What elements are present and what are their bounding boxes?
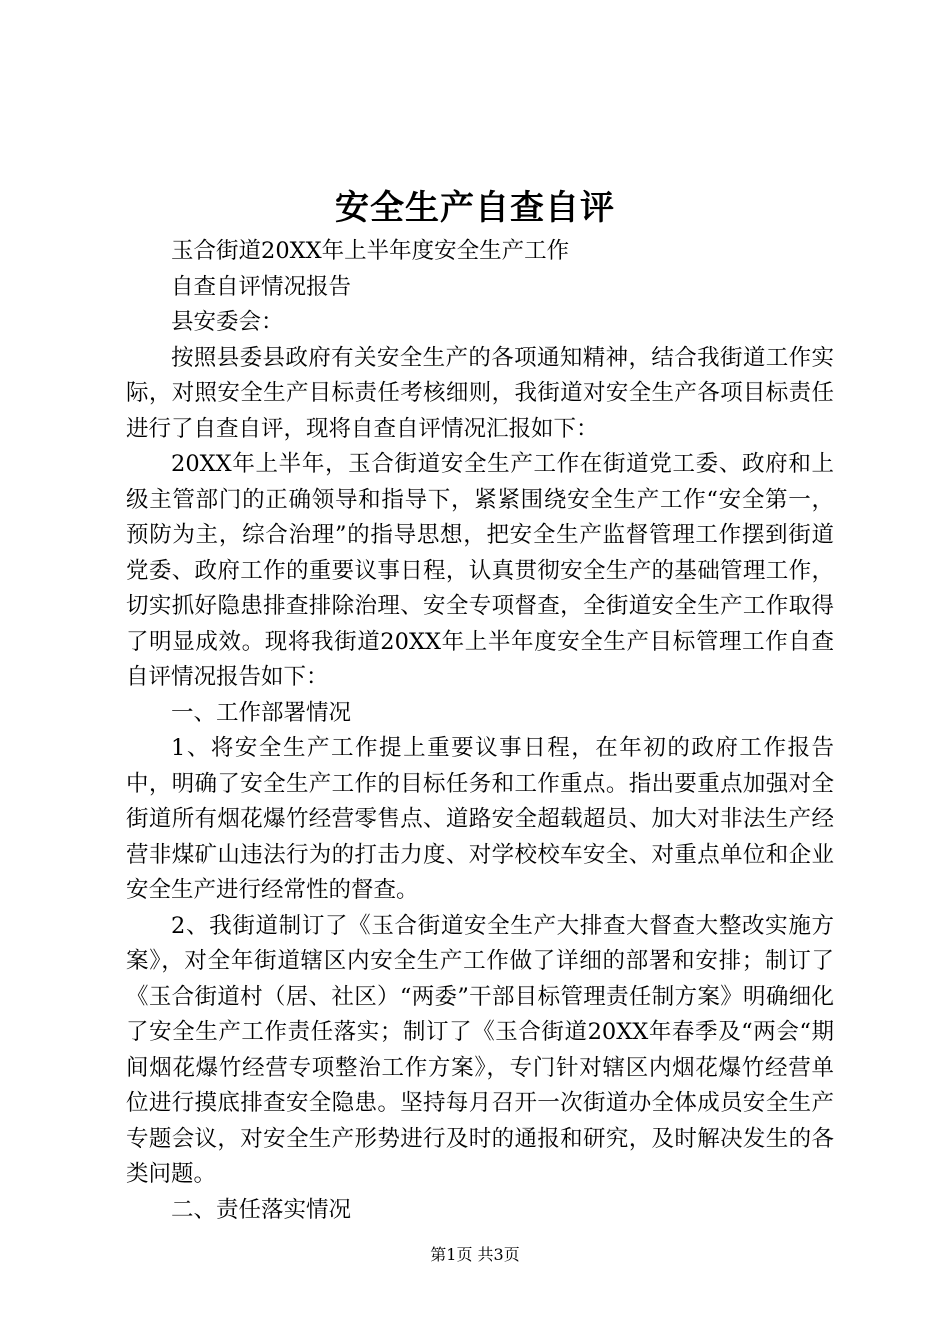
page-number-footer: 第1页 共3页 <box>430 1245 520 1264</box>
document-body <box>126 234 834 1228</box>
intro-paragraph: 按照县委县政府有关安全生产的各项通知精神，结合我街道工作实际，对照安全生产目标责任考核细则，我街道对安全生产各项目标责任进行了自查自评，现将自查自评情况汇报如下： <box>126 344 834 442</box>
section-heading-deployment: 一、工作部署情况 <box>171 699 352 726</box>
subtitle-line-1: 玉合街道20XX年上半年度安全生产工作 <box>171 238 570 264</box>
overview-paragraph: 20XX年上半年，玉合街道安全生产工作在街道党工委、政府和上级主管部门的正确领导和指导下，紧紧围绕安全生产工作“安全第一，预防为主，综合治理”的指导思想，把安全生产监督管理工作摆到街道党委、政府工作的重要议事日程，认真贯彻安全生产的基础管理工作，切实抓好隐患排查排除治理、安全专项督查，全街道安全生产工作取得了明显成效。现将我街道20XX年上半年度安全生产目标管理工作自查自评情况报告如下： <box>126 451 834 690</box>
subtitle-line-2: 自查自评情况报告 <box>171 273 352 300</box>
section-heading-responsibility: 二、责任落实情况 <box>171 1196 352 1223</box>
document-title: 安全生产自查自评 <box>335 188 615 228</box>
deployment-item-2: 2、我街道制订了《玉合街道安全生产大排查大督查大整改实施方案》，对全年街道辖区内安全生产工作做了详细的部署和安排；制订了《玉合街道村（居、社区）“两委”干部目标管理责任制方案》明确细化了安全生产工作责任落实；制订了《玉合街道20XX年春季及“两会“期间烟花爆竹经营专项整治工作方案》，专门针对辖区内烟花爆竹经营单位进行摸底排查安全隐患。坚持每月召开一次街道办全体成员安全生产专题会议，对安全生产形势进行及时的通报和研究，及时解决发生的各类问题。 <box>126 912 834 1187</box>
addressee: 县安委会： <box>171 309 284 335</box>
deployment-item-1: 1、将安全生产工作提上重要议事日程，在年初的政府工作报告中，明确了安全生产工作的目标任务和工作重点。指出要重点加强对全街道所有烟花爆竹经营零售点、道路安全超载超员、加大对非法生产经营非煤矿山违法行为的打击力度、对学校校车安全、对重点单位和企业安全生产进行经常性的督查。 <box>126 735 834 903</box>
